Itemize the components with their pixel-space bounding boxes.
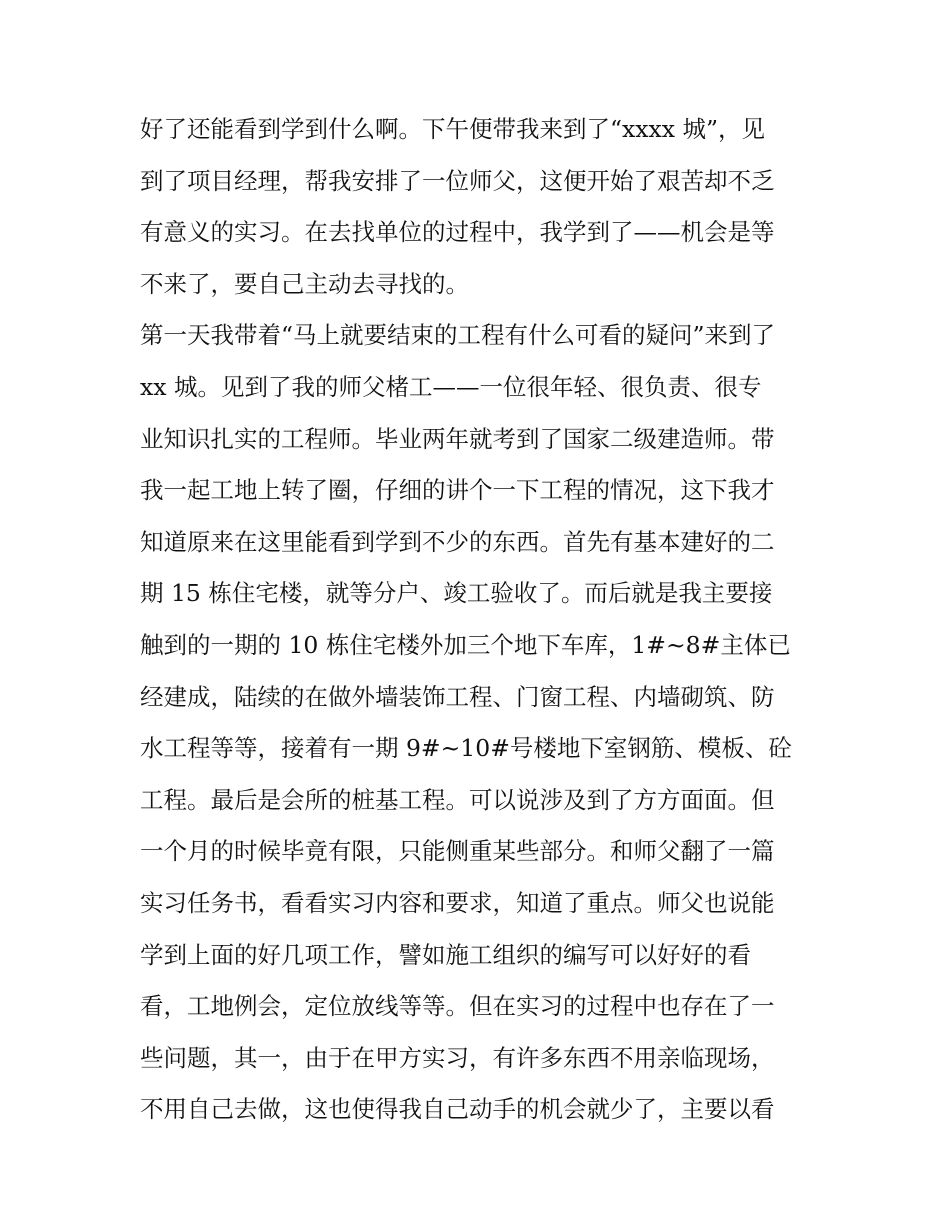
text-line: 有意义的实习。在去找单位的过程中，我学到了——机会是等 xyxy=(140,218,775,247)
text-line: 一个月的时候毕竟有限，只能侧重某些部分。和师父翻了一篇 xyxy=(140,837,775,866)
text-line: 好了还能看到学到什么啊。下午便带我来到了“xxxx 城”，见 xyxy=(140,115,766,143)
text-line: 水工程等等，接着有一期 9#~10#号楼地下室钢筋、模板、砼 xyxy=(140,734,792,763)
text-line: 知道原来在这里能看到学到不少的东西。首先有基本建好的二 xyxy=(140,527,775,556)
text-line: xx 城。见到了我的师父楮工——一位很年轻、很负责、很专 xyxy=(140,372,762,401)
text-line: 看，工地例会，定位放线等等。但在实习的过程中也存在了一 xyxy=(140,992,775,1021)
text-line: 实习任务书，看看实习内容和要求，知道了重点。师父也说能 xyxy=(140,888,775,917)
text-line: 不用自己去做，这也使得我自己动手的机会就少了，主要以看 xyxy=(140,1095,775,1124)
text-line: 工程。最后是会所的桩基工程。可以说涉及到了方方面面。但 xyxy=(140,785,775,814)
text-line: 业知识扎实的工程师。毕业两年就考到了国家二级建造师。带 xyxy=(140,424,775,453)
text-line: 经建成，陆续的在做外墙装饰工程、门窗工程、内墙砌筑、防 xyxy=(140,682,775,711)
text-line: 些问题，其一，由于在甲方实习，有许多东西不用亲临现场， xyxy=(140,1043,775,1072)
text-line: 期 15 栋住宅楼，就等分户、竣工验收了。而后就是我主要接 xyxy=(140,579,773,608)
text-line: 不来了，要自己主动去寻找的。 xyxy=(140,269,469,298)
text-line: 我一起工地上转了圈，仔细的讲个一下工程的情况，这下我才 xyxy=(140,476,775,505)
body-text xyxy=(140,104,820,1136)
text-line: 第一天我带着“马上就要结束的工程有什么可看的疑问”来到了 xyxy=(140,321,776,350)
text-line: 触到的一期的 10 栋住宅楼外加三个地下车库，1#~8#主体已 xyxy=(140,630,791,659)
text-line: 到了项目经理，帮我安排了一位师父，这便开始了艰苦却不乏 xyxy=(140,166,775,195)
text-line: 学到上面的好几项工作，譬如施工组织的编写可以好好的看 xyxy=(140,940,751,969)
